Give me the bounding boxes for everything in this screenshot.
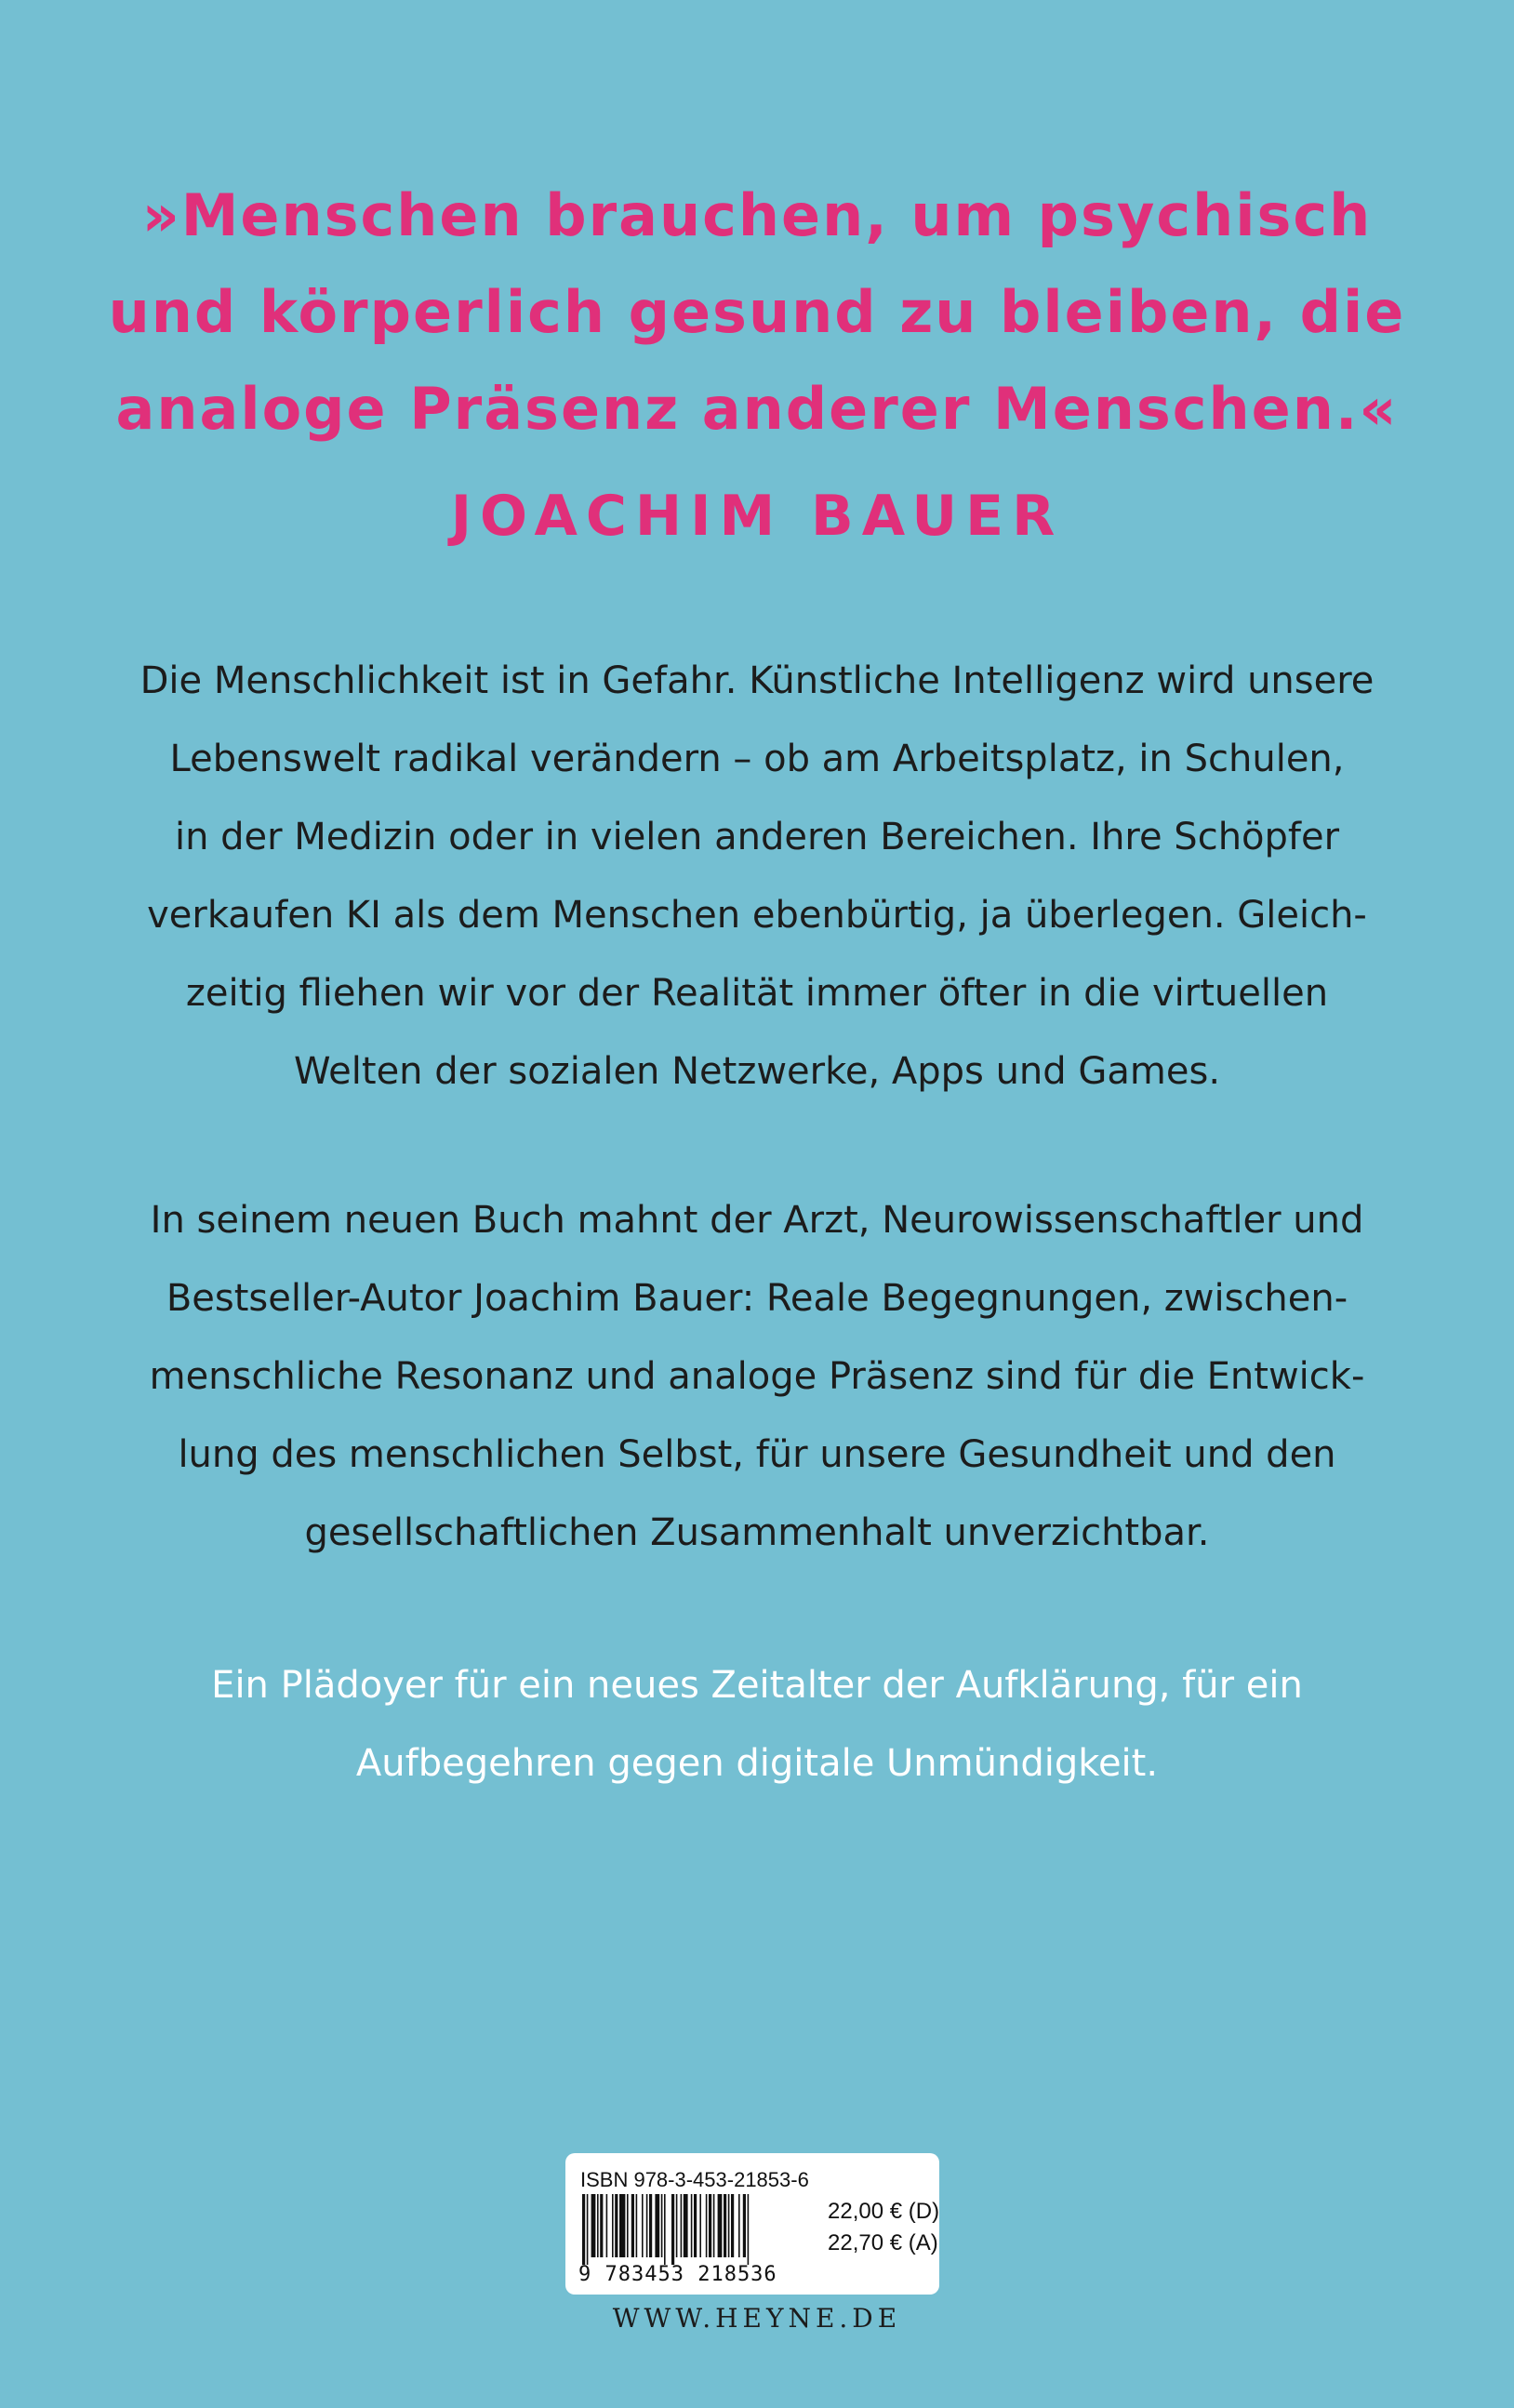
barcode-bar (728, 2194, 730, 2257)
barcode-bar (691, 2194, 693, 2257)
description-paragraph-1 (0, 642, 1514, 1111)
barcode-bar (709, 2194, 711, 2257)
quote-line: analoge Präsenz anderer Menschen.« (115, 375, 1399, 443)
paragraph-line: Aufbegehren gegen digitale Unmündigkeit. (355, 1742, 1159, 1785)
paragraph-line: in der Medizin oder in vielen anderen Bereichen. Ihre Schöpfer (174, 816, 1340, 858)
pull-quote (0, 167, 1514, 458)
quote-author: JOACHIM BAUER (450, 484, 1064, 549)
barcode-bar (699, 2194, 701, 2257)
barcode-bar (627, 2194, 629, 2257)
paragraph-line: verkaufen KI als dem Menschen ebenbürtig, ja überlegen. Gleich- (147, 894, 1367, 937)
paragraph-line: Welten der sozialen Netzwerke, Apps und Games. (293, 1050, 1221, 1093)
barcode-bar (713, 2194, 715, 2257)
paragraph-line: Lebenswelt radikal verändern – ob am Arbeitsplatz, in Schulen, (169, 738, 1345, 780)
isbn-text: ISBN 978-3-453-21853-6 (580, 2168, 809, 2191)
paragraph-line: Die Menschlichkeit ist in Gefahr. Künstliche Intelligenz wird unsere (139, 659, 1375, 702)
barcode-bar (681, 2194, 683, 2257)
barcode-bar (582, 2194, 585, 2265)
barcode-bar (661, 2194, 663, 2257)
barcode-bar (748, 2194, 750, 2265)
paragraph-line: In seinem neuen Buch mahnt der Arzt, Neurowissenschaftler und (150, 1199, 1364, 1242)
price-austria: 22,70 € (A) (828, 2230, 938, 2255)
barcode-bar (718, 2194, 723, 2257)
barcode-bar (655, 2194, 659, 2257)
barcode-digits: 9 783453 218536 (578, 2263, 777, 2286)
quote-line: und körperlich gesund zu bleiben, die (108, 278, 1406, 346)
barcode-bar (591, 2194, 596, 2257)
paragraph-line: menschliche Resonanz und analoge Präsenz sind für die Entwick- (149, 1355, 1365, 1398)
quote-line: »Menschen brauchen, um psychisch (141, 181, 1373, 249)
barcode-bar (724, 2194, 726, 2257)
barcode-bars (580, 2194, 818, 2265)
barcode-bar (738, 2194, 740, 2257)
description-paragraph-3 (0, 1646, 1514, 1803)
barcode-bar (631, 2194, 634, 2257)
barcode-bar (706, 2194, 708, 2257)
barcode-bar (664, 2194, 666, 2265)
barcode-label (565, 2153, 939, 2295)
barcode-bar (612, 2194, 614, 2257)
barcode-bar (649, 2194, 652, 2257)
barcode-bar (646, 2194, 648, 2257)
publisher-website: WWW.HEYNE.DE (612, 2303, 902, 2334)
paragraph-line: lung des menschlichen Selbst, für unsere Gesundheit und den (178, 1433, 1336, 1476)
paragraph-line: gesellschaftlichen Zusammenhalt unverzichtbar. (304, 1511, 1210, 1554)
barcode-bar (597, 2194, 599, 2257)
description-paragraph-2 (0, 1181, 1514, 1572)
barcode-bar (731, 2194, 734, 2257)
barcode-bar (694, 2194, 697, 2257)
barcode-bar (676, 2194, 678, 2257)
barcode-bar (684, 2194, 688, 2257)
barcode-bar (636, 2194, 638, 2257)
barcode-bar (619, 2194, 625, 2257)
price-germany: 22,00 € (D) (828, 2199, 940, 2224)
price-block (828, 2196, 939, 2259)
paragraph-line: Bestseller-Autor Joachim Bauer: Reale Begegnungen, zwischen- (166, 1277, 1348, 1320)
barcode-bar (600, 2194, 603, 2257)
paragraph-line: Ein Plädoyer für ein neues Zeitalter der Aufklärung, für ein (211, 1664, 1303, 1707)
barcode-bar (606, 2194, 608, 2257)
barcode-bar (671, 2194, 674, 2265)
barcode-bar (587, 2194, 589, 2265)
paragraph-line: zeitig fliehen wir vor der Realität immer öfter in die virtuellen (185, 972, 1329, 1015)
barcode-bar (743, 2194, 746, 2257)
barcode-bar (615, 2194, 618, 2257)
barcode-bar (642, 2194, 644, 2257)
